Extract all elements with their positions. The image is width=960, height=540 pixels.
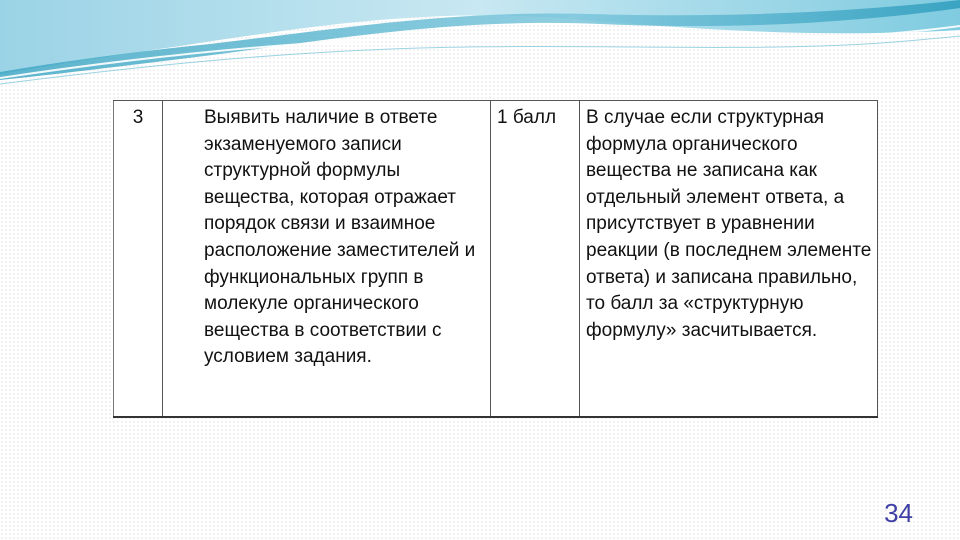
wave-header-decoration	[0, 0, 960, 90]
points-cell	[491, 101, 580, 418]
grading-criteria-table	[113, 100, 878, 418]
table-row	[114, 101, 878, 418]
slide-number: 34	[884, 498, 913, 528]
note-text: В случае если структурная формула органического вещества не записана как отдельный элемент ответа, а присутствует в уравнении реакции (в последнем элементе ответа) и записана правильно, то балл за «структурную формулу» засчитывается.	[586, 107, 872, 341]
points-text: 1 балл	[497, 107, 557, 128]
criterion-text: Выявить наличие в ответе экзаменуемого записи структурной формулы вещества, которая отражает порядок связи и взаимное расположение заместителей и функциональных групп в молекуле органического вещества в соответствии с условием задания.	[204, 107, 476, 368]
note-cell	[580, 101, 878, 418]
row-number-cell	[114, 101, 163, 418]
criterion-cell	[163, 101, 491, 418]
row-number: 3	[132, 107, 144, 128]
